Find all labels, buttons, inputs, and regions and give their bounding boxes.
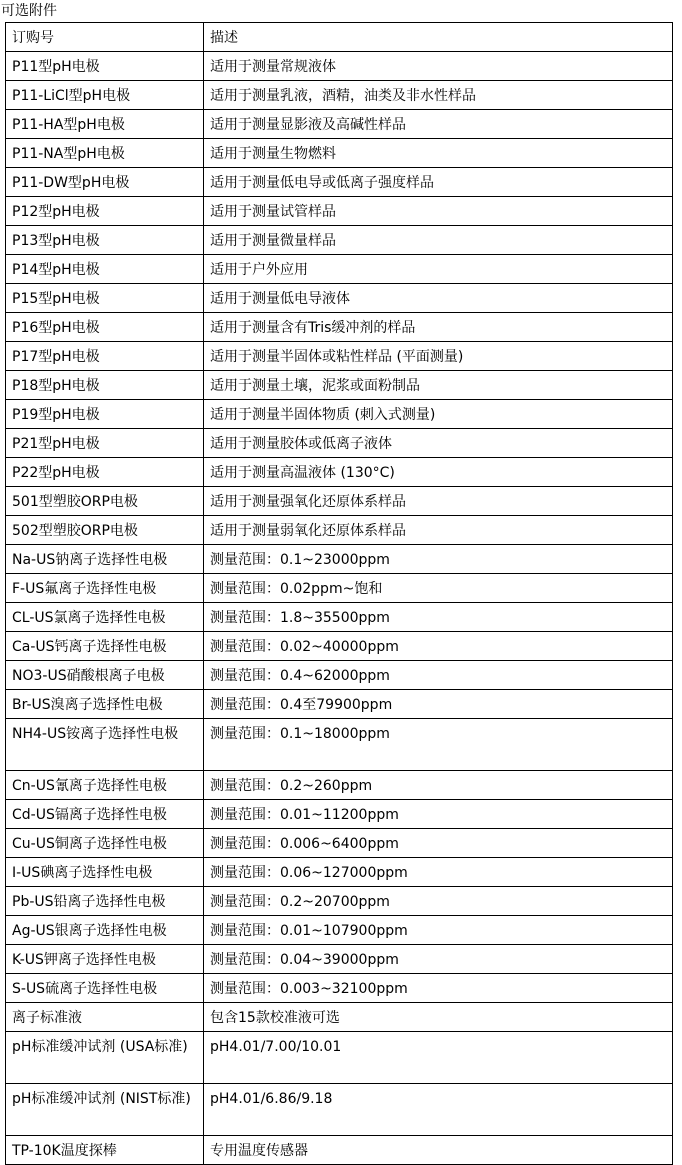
description-cell: 测量范围：0.02ppm~饱和	[204, 574, 673, 603]
description-cell: 适用于测量半固体物质 (刺入式测量)	[204, 400, 673, 429]
accessories-table	[5, 22, 673, 1165]
table-row	[6, 690, 673, 719]
table-row	[6, 168, 673, 197]
order-code-cell: P22型pH电极	[6, 458, 204, 487]
order-code-cell: Na-US钠离子选择性电极	[6, 545, 204, 574]
table-row	[6, 458, 673, 487]
table-row	[6, 1032, 673, 1084]
table-row	[6, 400, 673, 429]
order-code-cell: NH4-US铵离子选择性电极	[6, 719, 204, 771]
order-code-cell: TP-10K温度探棒	[6, 1136, 204, 1165]
order-code-cell: pH标准缓冲试剂 (USA标准)	[6, 1032, 204, 1084]
description-cell: 测量范围：0.2~20700ppm	[204, 887, 673, 916]
table-row	[6, 800, 673, 829]
table-row	[6, 632, 673, 661]
order-code-cell: CL-US氯离子选择性电极	[6, 603, 204, 632]
table-caption: 可选附件	[1, 3, 57, 19]
table-row	[6, 342, 673, 371]
table-row	[6, 284, 673, 313]
order-code-cell: P16型pH电极	[6, 313, 204, 342]
order-code-cell: P17型pH电极	[6, 342, 204, 371]
description-cell: 测量范围：0.006~6400ppm	[204, 829, 673, 858]
description-cell: 适用于测量微量样品	[204, 226, 673, 255]
order-code-cell: Cd-US镉离子选择性电极	[6, 800, 204, 829]
description-cell: 测量范围：0.4~62000ppm	[204, 661, 673, 690]
table-row	[6, 81, 673, 110]
order-code-cell: F-US氟离子选择性电极	[6, 574, 204, 603]
order-code-cell: K-US钾离子选择性电极	[6, 945, 204, 974]
order-code-cell: P11-HA型pH电极	[6, 110, 204, 139]
table-row	[6, 974, 673, 1003]
table-row	[6, 574, 673, 603]
description-cell: 适用于测量半固体或粘性样品 (平面测量)	[204, 342, 673, 371]
table-row	[6, 916, 673, 945]
order-code-cell: P18型pH电极	[6, 371, 204, 400]
order-code-cell: Br-US溴离子选择性电极	[6, 690, 204, 719]
description-cell: 测量范围：0.1~23000ppm	[204, 545, 673, 574]
table-row	[6, 771, 673, 800]
table-row	[6, 1136, 673, 1165]
order-code-cell: P11型pH电极	[6, 52, 204, 81]
description-cell: 适用于户外应用	[204, 255, 673, 284]
order-code-cell: P15型pH电极	[6, 284, 204, 313]
table-row	[6, 719, 673, 771]
order-code-cell: P11-NA型pH电极	[6, 139, 204, 168]
description-cell: 适用于测量胶体或低离子液体	[204, 429, 673, 458]
description-cell: 适用于测量强氧化还原体系样品	[204, 487, 673, 516]
table-row	[6, 197, 673, 226]
description-cell: 测量范围：0.01~11200ppm	[204, 800, 673, 829]
order-code-cell: Ag-US银离子选择性电极	[6, 916, 204, 945]
description-cell: 测量范围：0.04~39000ppm	[204, 945, 673, 974]
description-cell: 适用于测量高温液体 (130°C)	[204, 458, 673, 487]
order-code-cell: P13型pH电极	[6, 226, 204, 255]
order-code-cell: S-US硫离子选择性电极	[6, 974, 204, 1003]
description-cell: 测量范围：0.06~127000ppm	[204, 858, 673, 887]
header-code: 订购号	[6, 23, 204, 52]
table-row	[6, 110, 673, 139]
order-code-cell: Ca-US钙离子选择性电极	[6, 632, 204, 661]
table-row	[6, 487, 673, 516]
order-code-cell: P11-LiCl型pH电极	[6, 81, 204, 110]
header-description: 描述	[204, 23, 673, 52]
table-row	[6, 429, 673, 458]
table-row	[6, 945, 673, 974]
table-row	[6, 858, 673, 887]
description-cell: 测量范围：0.02~40000ppm	[204, 632, 673, 661]
table-row	[6, 52, 673, 81]
description-cell: 适用于测量低电导液体	[204, 284, 673, 313]
order-code-cell: Pb-US铅离子选择性电极	[6, 887, 204, 916]
description-cell: 适用于测量弱氧化还原体系样品	[204, 516, 673, 545]
description-cell: 专用温度传感器	[204, 1136, 673, 1165]
description-cell: 适用于测量土壤，泥浆或面粉制品	[204, 371, 673, 400]
description-cell: 测量范围：0.003~32100ppm	[204, 974, 673, 1003]
table-row	[6, 516, 673, 545]
table-row	[6, 139, 673, 168]
order-code-cell: I-US碘离子选择性电极	[6, 858, 204, 887]
table-row	[6, 829, 673, 858]
description-cell: 适用于测量生物燃料	[204, 139, 673, 168]
order-code-cell: 502型塑胶ORP电极	[6, 516, 204, 545]
description-cell: 包含15款校准液可选	[204, 1003, 673, 1032]
order-code-cell: P21型pH电极	[6, 429, 204, 458]
order-code-cell: pH标准缓冲试剂 (NIST标准)	[6, 1084, 204, 1136]
table-row	[6, 603, 673, 632]
description-cell: 适用于测量含有Tris缓冲剂的样品	[204, 313, 673, 342]
table-row	[6, 887, 673, 916]
description-cell: 测量范围：0.4至79900ppm	[204, 690, 673, 719]
description-cell: 测量范围：0.01~107900ppm	[204, 916, 673, 945]
description-cell: 适用于测量常规液体	[204, 52, 673, 81]
order-code-cell: Cn-US氰离子选择性电极	[6, 771, 204, 800]
order-code-cell: P11-DW型pH电极	[6, 168, 204, 197]
order-code-cell: P14型pH电极	[6, 255, 204, 284]
table-row	[6, 545, 673, 574]
accessories-table-body	[6, 23, 673, 1165]
table-header-row	[6, 23, 673, 52]
description-cell: 测量范围：1.8~35500ppm	[204, 603, 673, 632]
table-row	[6, 371, 673, 400]
description-cell: 适用于测量试管样品	[204, 197, 673, 226]
description-cell: pH4.01/6.86/9.18	[204, 1084, 673, 1136]
description-cell: 适用于测量乳液，酒精，油类及非水性样品	[204, 81, 673, 110]
table-row	[6, 1003, 673, 1032]
order-code-cell: P12型pH电极	[6, 197, 204, 226]
order-code-cell: P19型pH电极	[6, 400, 204, 429]
order-code-cell: NO3-US硝酸根离子电极	[6, 661, 204, 690]
order-code-cell: 501型塑胶ORP电极	[6, 487, 204, 516]
description-cell: 测量范围：0.2~260ppm	[204, 771, 673, 800]
description-cell: 适用于测量显影液及高碱性样品	[204, 110, 673, 139]
table-row	[6, 313, 673, 342]
order-code-cell: Cu-US铜离子选择性电极	[6, 829, 204, 858]
description-cell: 适用于测量低电导或低离子强度样品	[204, 168, 673, 197]
description-cell: 测量范围：0.1~18000ppm	[204, 719, 673, 771]
table-row	[6, 661, 673, 690]
order-code-cell: 离子标准液	[6, 1003, 204, 1032]
table-row	[6, 255, 673, 284]
table-row	[6, 226, 673, 255]
description-cell: pH4.01/7.00/10.01	[204, 1032, 673, 1084]
